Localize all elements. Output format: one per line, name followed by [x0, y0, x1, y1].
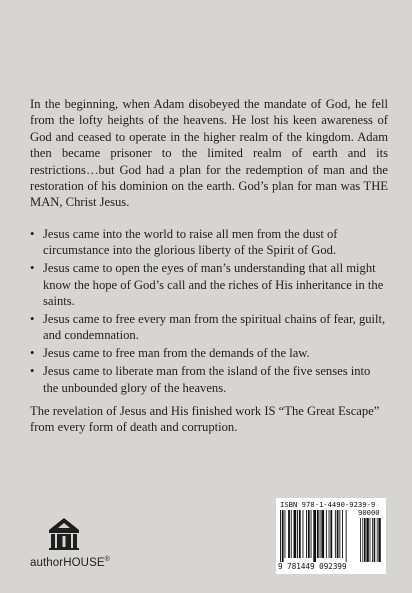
house-logo-icon	[46, 516, 82, 552]
isbn-label: ISBN 978-1-4490-9239-9	[280, 500, 376, 509]
list-item	[30, 260, 388, 309]
closing-paragraph: The revelation of Jesus and His finished work IS “The Great Escape” from every form of death and corruption.	[30, 404, 380, 435]
bullet-text: Jesus came to open the eyes of man’s understanding that all might know the hope of God’s call and the riches of His inheritance in the saints.	[43, 261, 384, 309]
publisher-name: authorHOUSE®	[30, 556, 110, 569]
bullet-icon: •	[30, 227, 35, 241]
publisher-logo	[30, 516, 110, 572]
barcode-box	[276, 498, 386, 574]
bullet-text: Jesus came to free every man from the spiritual chains of fear, guilt, and condemnation.	[43, 312, 386, 343]
price-code: 90000	[358, 508, 380, 517]
ean-number: 9 781449 092399	[278, 562, 347, 571]
bullet-text: Jesus came to liberate man from the island of the five senses into the unbounded glory of the heavens.	[43, 364, 371, 395]
list-item	[30, 226, 388, 259]
list-item	[30, 311, 388, 344]
list-item	[30, 363, 388, 396]
bullet-icon: •	[30, 364, 35, 379]
bullet-icon: •	[30, 261, 35, 276]
intro-paragraph: In the beginning, when Adam disobeyed the mandate of God, he fell from the lofty heights of the heavens. He lost his keen awareness of God and ceased to operate in the higher realm of the kingdom. Adam then became prisoner to the limited realm of earth and its restrictions…but God had a plan for the redemption of man and the restoration of his dominion on the earth. God’s plan for man was THE MAN, Christ Jesus.	[30, 97, 388, 210]
bullet-icon: •	[30, 346, 35, 361]
bullet-list	[30, 226, 388, 398]
list-item	[30, 345, 388, 361]
barcode-icon	[280, 510, 382, 562]
bullet-text: Jesus came to free man from the demands of the law.	[43, 346, 310, 361]
bullet-text: Jesus came into the world to raise all men from the dust of circumstance into the glorious liberty of the Spirit of God.	[43, 227, 338, 258]
bullet-icon: •	[30, 312, 35, 327]
